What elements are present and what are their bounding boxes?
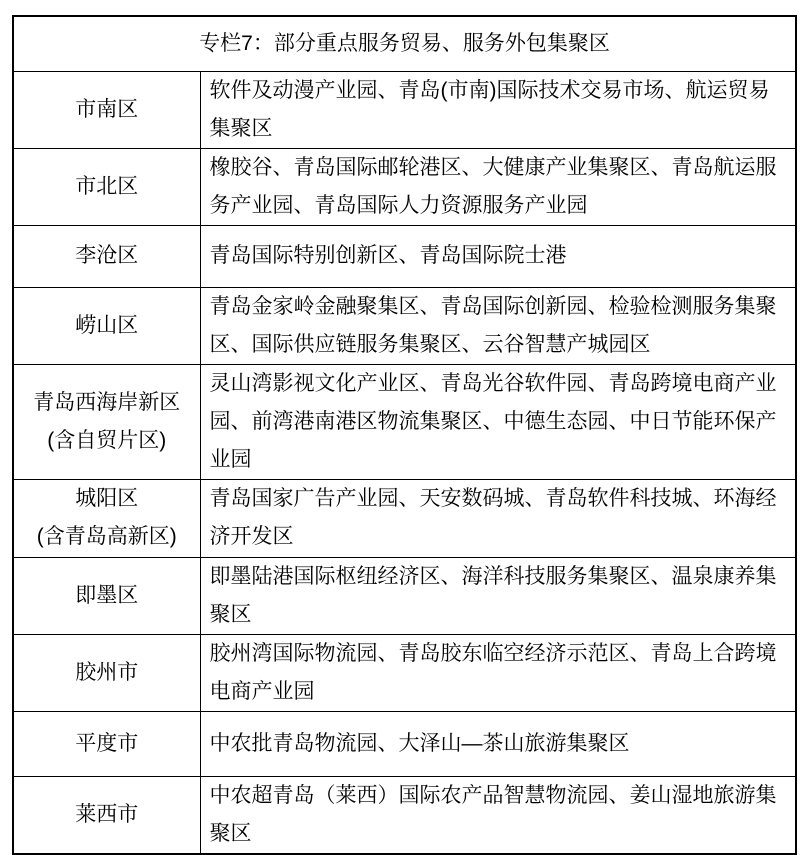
region-name: 城阳区 <box>75 487 139 510</box>
table-title: 专栏7：部分重点服务贸易、服务外包集聚区 <box>13 16 796 71</box>
zones-cell: 软件及动漫产业园、青岛(市南)国际技术交易市场、航运贸易集聚区 <box>200 71 796 148</box>
table-row <box>13 557 796 634</box>
region-cell <box>13 225 200 287</box>
zones-cell: 中农超青岛（莱西）国际农产品智慧物流园、姜山湿地旅游集聚区 <box>200 776 796 854</box>
table-row <box>13 479 796 557</box>
table-row <box>13 71 796 148</box>
table-row <box>13 711 796 776</box>
zones-cell: 即墨陆港国际枢纽经济区、海洋科技服务集聚区、温泉康养集聚区 <box>200 557 796 634</box>
region-name: 胶州市 <box>75 660 139 684</box>
zones-cell: 青岛金家岭金融聚集区、青岛国际创新园、检验检测服务集聚区、国际供应链服务集聚区、云谷智慧产城园区 <box>200 287 796 364</box>
table-row <box>13 287 796 364</box>
table-row <box>13 634 796 711</box>
region-cell <box>13 634 200 711</box>
region-cell <box>13 479 200 557</box>
region-cell <box>13 557 200 634</box>
zones-cell: 灵山湾影视文化产业区、青岛光谷软件园、青岛跨境电商产业园、前湾港南港区物流集聚区、中德生态园、中日节能环保产业园 <box>200 364 796 479</box>
zones-cell: 胶州湾国际物流园、青岛胶东临空经济示范区、青岛上合跨境电商产业园 <box>200 634 796 711</box>
region-name: 市北区 <box>75 174 139 198</box>
table-row <box>13 225 796 287</box>
region-name: 青岛西海岸新区 <box>33 390 181 414</box>
region-name: 莱西市 <box>75 802 139 826</box>
region-name: 李沧区 <box>75 244 139 267</box>
region-cell <box>13 364 200 479</box>
table-row <box>13 148 796 225</box>
table-row <box>13 776 796 854</box>
zones-cell: 中农批青岛物流园、大泽山—茶山旅游集聚区 <box>200 711 796 776</box>
region-cell <box>13 287 200 364</box>
zones-cell: 青岛国际特别创新区、青岛国际院士港 <box>200 225 796 287</box>
region-name: 市南区 <box>75 97 139 121</box>
table-header-row <box>13 16 796 71</box>
region-note: (含自贸片区) <box>47 428 167 452</box>
table-row <box>13 364 796 479</box>
region-cell <box>13 711 200 776</box>
key-zones-table <box>12 15 797 855</box>
region-name: 平度市 <box>75 731 139 755</box>
region-cell <box>13 148 200 225</box>
region-note: (含青岛高新区) <box>36 525 177 548</box>
region-name: 崂山区 <box>75 313 139 337</box>
region-name: 即墨区 <box>75 583 139 607</box>
zones-cell: 橡胶谷、青岛国际邮轮港区、大健康产业集聚区、青岛航运服务产业园、青岛国际人力资源服务产业园 <box>200 148 796 225</box>
region-cell <box>13 71 200 148</box>
zones-cell: 青岛国家广告产业园、天安数码城、青岛软件科技城、环海经济开发区 <box>200 479 796 557</box>
region-cell <box>13 776 200 854</box>
